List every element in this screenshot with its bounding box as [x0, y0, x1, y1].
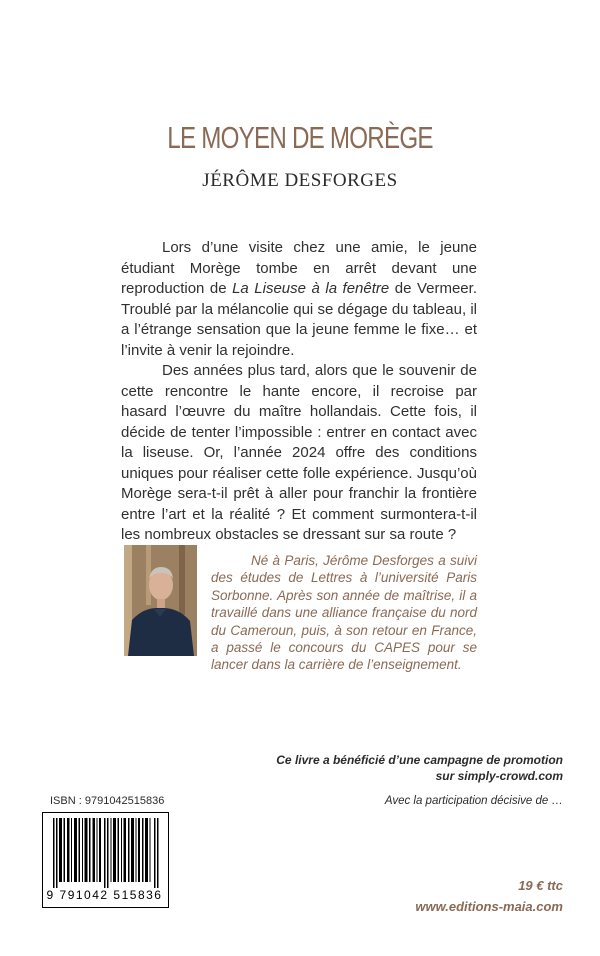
price: 19 € ttc — [518, 878, 563, 893]
isbn-label: ISBN : 9791042515836 — [50, 795, 165, 807]
publisher-website[interactable]: www.editions-maia.com — [415, 899, 563, 914]
synopsis-p1-end: de Vermeer. Troublé par la mélancolie qui se dégage du tableau, il a l’étrange sensation que la jeune femme le fixe… et l’invite à venir la rejoindre. — [121, 280, 477, 359]
author-bio — [211, 552, 477, 674]
synopsis-p1-start: Lors d’une visite chez une amie, le jeune étudiant Morège tombe en arrêt devant une reproduction de — [121, 239, 477, 297]
synopsis — [121, 238, 477, 546]
book-title: LE MOYEN DE MORÈGE — [167, 120, 433, 155]
promotion-line-1: Ce livre a bénéficié d’une campagne de promotion — [276, 753, 563, 767]
painting-title: La Liseuse à la fenêtre — [232, 280, 390, 297]
author-portrait-illustration — [124, 545, 197, 656]
promotion-line-2: sur simply-crowd.com — [435, 769, 563, 783]
synopsis-paragraph-2: Des années plus tard, alors que le souvenir de cette rencontre le hante encore, il recroise par hasard l’œuvre du maître hollandais. Cette fois, il décide de tenter l’impossible : entrer en contact avec la liseuse. Or, l’année 2024 offre des conditions uniques pour réaliser cette folle expérience. Jusqu’où Morège sera-t-il prêt à aller pour franchir la frontière entre l’art et la réalité ? Et comment surmontera-t-il les nombreux obstacles se dressant sur sa route ? — [121, 362, 477, 543]
author-bio-text: Né à Paris, Jérôme Desforges a suivi des études de Lettres à l’université Paris Sorbonne. Après son année de maîtrise, il a travaillé dans une alliance française du nord du Cameroun, puis, à son retour en France, a passé le concours du CAPES pour se lancer dans la carrière de l’enseignement. — [211, 553, 477, 673]
author-photo — [124, 545, 197, 656]
barcode-digits: 9 791042 515836 — [46, 888, 163, 902]
participation-note: Avec la participation décisive de … — [384, 795, 563, 807]
author-name: JÉRÔME DESFORGES — [202, 170, 398, 191]
barcode-icon — [53, 818, 159, 888]
synopsis-paragraph-1 — [121, 238, 477, 361]
promotion-note — [263, 752, 563, 784]
